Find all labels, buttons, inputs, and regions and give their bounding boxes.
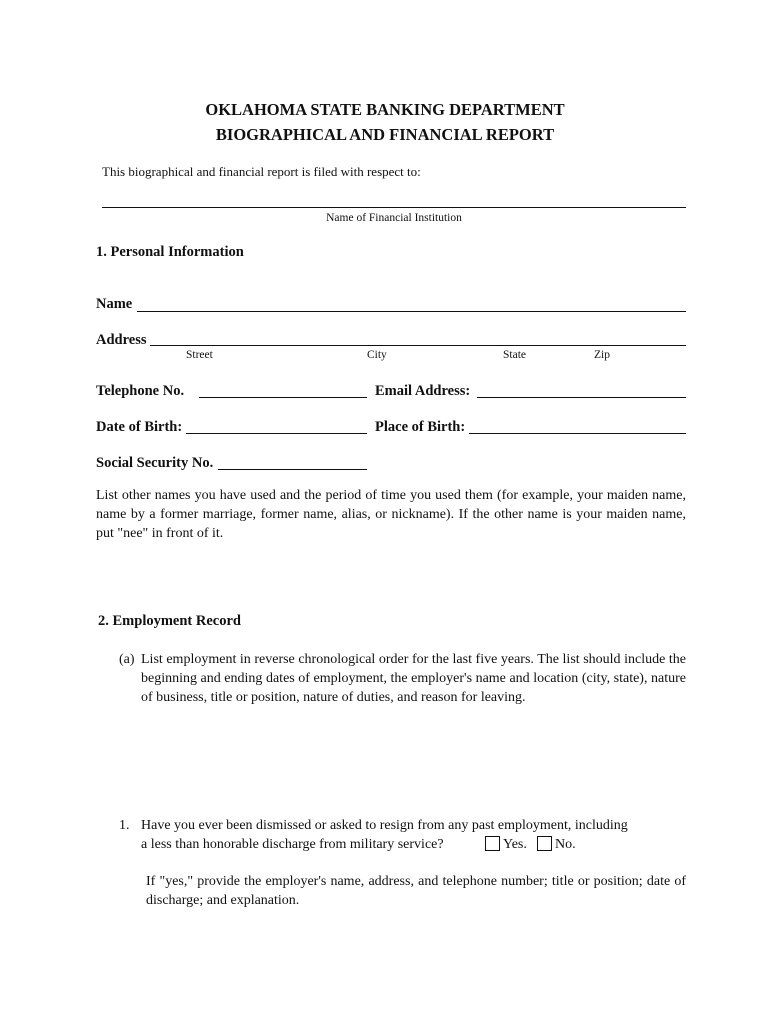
item-a-text: List employment in reverse chronological order for the last five years. The list should include the beginning and ending dates of employment, the employer's name and location (city, state), nature of business, title or position, nature of duties, and reason for leaving. bbox=[141, 652, 686, 705]
other-names-instructions: List other names you have used and the period of time you used them (for example, your maiden name, name by a former marriage, former name, alias, or nickname). If the other name is your maiden name, put "nee" in front of it. bbox=[96, 488, 686, 541]
address-label: Address bbox=[96, 332, 147, 348]
question-1-line2: a less than honorable discharge from military service? bbox=[141, 837, 444, 852]
name-field[interactable] bbox=[137, 311, 686, 312]
question-1-marker: 1. bbox=[119, 818, 130, 833]
question-1-line1: Have you ever been dismissed or asked to resign from any past employment, including bbox=[141, 818, 628, 833]
telephone-field[interactable] bbox=[199, 397, 367, 398]
no-checkbox[interactable] bbox=[537, 836, 552, 851]
name-label: Name bbox=[96, 296, 133, 312]
institution-name-field[interactable] bbox=[102, 207, 686, 208]
email-label: Email Address: bbox=[375, 383, 471, 399]
street-sublabel: Street bbox=[186, 349, 213, 361]
item-a-marker: (a) bbox=[119, 652, 135, 667]
section1-heading: 1. Personal Information bbox=[96, 244, 244, 260]
zip-sublabel: Zip bbox=[594, 349, 610, 361]
section2-heading: 2. Employment Record bbox=[98, 613, 241, 629]
dob-field[interactable] bbox=[186, 433, 367, 434]
page-subtitle: BIOGRAPHICAL AND FINANCIAL REPORT bbox=[215, 125, 555, 144]
telephone-label: Telephone No. bbox=[96, 383, 185, 399]
ssn-label: Social Security No. bbox=[96, 455, 214, 471]
yes-checkbox[interactable] bbox=[485, 836, 500, 851]
no-label: No. bbox=[555, 837, 576, 852]
pob-field[interactable] bbox=[469, 433, 686, 434]
intro-text: This biographical and financial report is filed with respect to: bbox=[102, 164, 421, 179]
dob-label: Date of Birth: bbox=[96, 419, 183, 435]
ssn-field[interactable] bbox=[218, 469, 367, 470]
yes-label: Yes. bbox=[503, 837, 527, 852]
email-field[interactable] bbox=[477, 397, 686, 398]
institution-caption: Name of Financial Institution bbox=[326, 212, 462, 224]
page-title: OKLAHOMA STATE BANKING DEPARTMENT bbox=[205, 100, 565, 119]
pob-label: Place of Birth: bbox=[375, 419, 466, 435]
city-sublabel: City bbox=[367, 349, 387, 361]
if-yes-instructions: If "yes," provide the employer's name, address, and telephone number; title or position; date of discharge; and explanation. bbox=[146, 874, 686, 908]
state-sublabel: State bbox=[503, 349, 526, 361]
address-field[interactable] bbox=[150, 345, 686, 346]
